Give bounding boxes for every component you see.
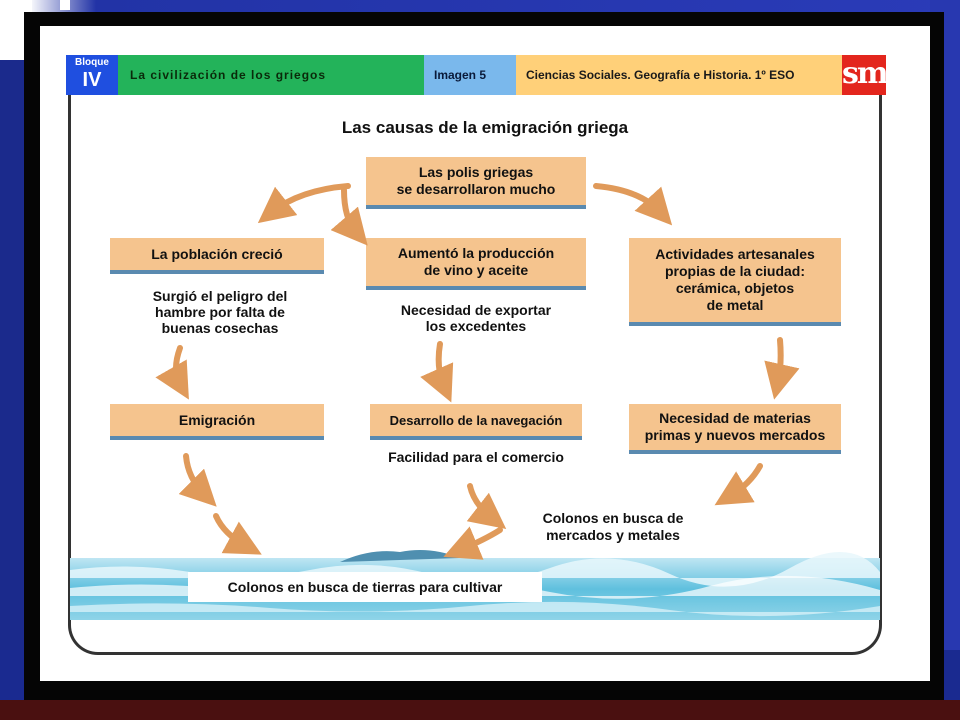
note-comercio <box>370 444 582 470</box>
note-metales <box>515 502 711 552</box>
node-poblacion-label: La población creció <box>151 245 283 262</box>
note-comercio-label: Facilidad para el comercio <box>388 448 564 465</box>
node-polis <box>366 157 586 209</box>
course-title: Ciencias Sociales. Geografía e Historia. 1º ESO <box>516 55 842 95</box>
unit-title: La civilización de los griegos <box>118 55 424 95</box>
corner-mark <box>0 8 14 44</box>
note-hambre-line: Surgió el peligro del <box>152 288 288 304</box>
note-exportar-line: Necesidad de exportar <box>400 302 552 318</box>
node-materias-line: primas y nuevos mercados <box>644 427 826 443</box>
publisher-logo: sm <box>842 55 886 95</box>
node-artesanales-line: cerámica, objetos <box>675 280 795 296</box>
node-polis-line: Las polis griegas <box>418 164 534 180</box>
node-navegacion-label: Desarrollo de la navegación <box>389 412 563 428</box>
note-exportar <box>366 302 586 334</box>
note-metales-line: mercados y metales <box>546 527 680 543</box>
node-materias-line: Necesidad de materias <box>659 410 811 426</box>
corner-mark <box>60 0 70 10</box>
image-label: Imagen 5 <box>424 55 516 95</box>
node-polis-line: se desarrollaron mucho <box>396 181 556 197</box>
node-artesanales-line: Actividades artesanales <box>655 246 815 262</box>
node-poblacion <box>110 238 324 274</box>
node-emigracion-label: Emigración <box>178 411 256 428</box>
node-emigracion <box>110 404 324 440</box>
block-number: IV <box>82 69 102 91</box>
node-materias <box>629 404 841 454</box>
node-produccion-line: de vino y aceite <box>423 262 529 278</box>
header-bar <box>66 55 896 95</box>
frame-shadow <box>0 700 960 720</box>
node-artesanales <box>629 238 841 326</box>
note-hambre-line: buenas cosechas <box>161 320 279 336</box>
diagram-title: Las causas de la emigración griega <box>341 118 629 137</box>
note-hambre <box>120 288 320 336</box>
node-artesanales-line: propias de la ciudad: <box>664 263 806 279</box>
note-tierras <box>188 572 542 602</box>
node-produccion-line: Aumentó la producción <box>397 245 555 261</box>
note-hambre-line: hambre por falta de <box>155 304 285 320</box>
block-badge <box>66 55 118 95</box>
node-navegacion <box>370 404 582 440</box>
note-metales-line: Colonos en busca de <box>542 510 684 526</box>
block-label: Bloque <box>75 57 109 68</box>
note-exportar-line: los excedentes <box>425 318 527 334</box>
node-produccion <box>366 238 586 290</box>
node-artesanales-line: de metal <box>706 297 764 313</box>
note-tierras-label: Colonos en busca de tierras para cultivar <box>227 578 503 595</box>
